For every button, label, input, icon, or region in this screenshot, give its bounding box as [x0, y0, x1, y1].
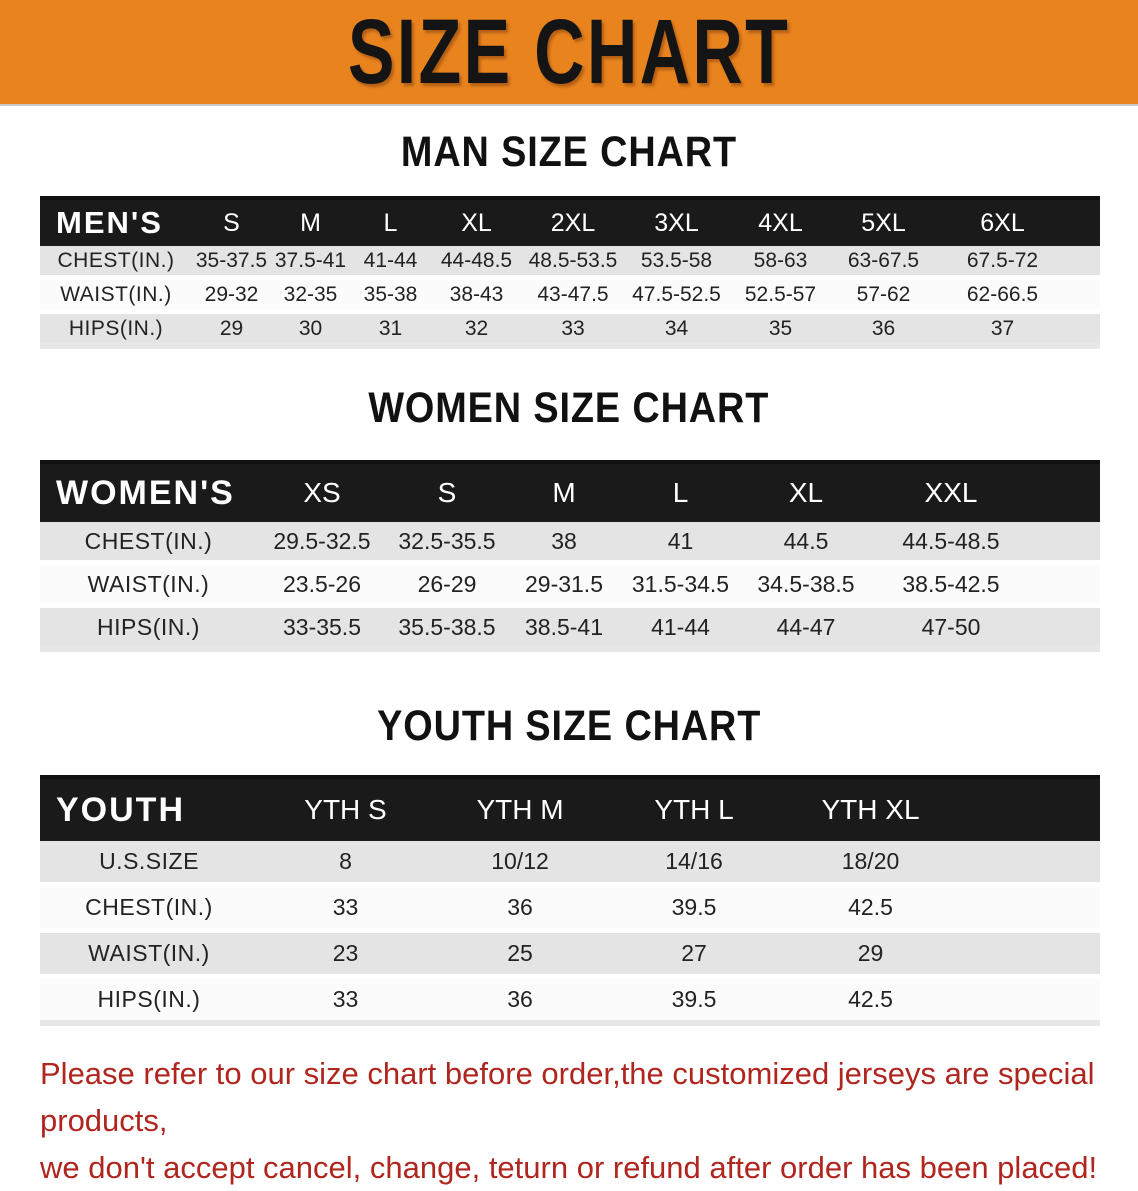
disclaimer [40, 1050, 1138, 1191]
row-label: WAIST(IN.) [40, 931, 258, 977]
men-size-header: M [271, 198, 350, 246]
size-cell: 36 [433, 885, 607, 931]
youth-waist-row [40, 931, 1100, 977]
men-size-header: 3XL [624, 198, 729, 246]
disclaimer-line-2: we don't accept cancel, change, teturn or refund after order has been placed! [40, 1150, 1098, 1185]
size-cell: 43-47.5 [522, 278, 624, 312]
row-label: CHEST(IN.) [40, 522, 257, 563]
size-cell: 32.5-35.5 [387, 522, 507, 563]
men-size-header: 2XL [522, 198, 624, 246]
women-waist-row [40, 563, 1100, 606]
men-size-header: 6XL [935, 198, 1100, 246]
size-cell: 31.5-34.5 [621, 563, 740, 606]
size-cell: 38.5-42.5 [872, 563, 1100, 606]
size-cell: 36 [832, 312, 935, 347]
women-corner-label: WOMEN'S [40, 462, 257, 522]
row-label: CHEST(IN.) [40, 246, 192, 278]
size-cell: 44-47 [740, 606, 872, 650]
size-cell: 30 [271, 312, 350, 347]
size-cell: 35-38 [350, 278, 431, 312]
size-cell: 29-32 [192, 278, 271, 312]
size-cell: 63-67.5 [832, 246, 935, 278]
youth-size-header: YTH L [607, 777, 781, 841]
youth-size-header: YTH XL [781, 777, 1100, 841]
row-label: HIPS(IN.) [40, 977, 258, 1024]
size-cell: 31 [350, 312, 431, 347]
women-chest-row [40, 522, 1100, 563]
size-cell: 29 [192, 312, 271, 347]
row-label: CHEST(IN.) [40, 885, 258, 931]
size-cell: 37.5-41 [271, 246, 350, 278]
size-cell: 37 [935, 312, 1100, 347]
women-section-heading-text: WOMEN SIZE CHART [368, 384, 770, 432]
man-section-heading [0, 128, 1138, 176]
size-cell: 41-44 [621, 606, 740, 650]
size-cell: 27 [607, 931, 781, 977]
size-cell: 33-35.5 [257, 606, 387, 650]
size-cell: 8 [258, 841, 433, 885]
size-chart-banner [0, 0, 1138, 106]
size-cell: 53.5-58 [624, 246, 729, 278]
women-size-header: XL [740, 462, 872, 522]
size-cell: 35-37.5 [192, 246, 271, 278]
women-header-row [40, 462, 1100, 522]
women-size-header: L [621, 462, 740, 522]
size-cell: 26-29 [387, 563, 507, 606]
size-cell: 34.5-38.5 [740, 563, 872, 606]
row-label: HIPS(IN.) [40, 312, 192, 347]
women-section-heading [0, 384, 1138, 432]
women-size-header: XS [257, 462, 387, 522]
men-corner-label: MEN'S [40, 198, 192, 246]
women-hips-row [40, 606, 1100, 650]
men-chest-row [40, 246, 1100, 278]
size-cell: 18/20 [781, 841, 1100, 885]
size-cell: 32-35 [271, 278, 350, 312]
men-size-header: 5XL [832, 198, 935, 246]
youth-size-table [40, 775, 1100, 1026]
youth-hips-row [40, 977, 1100, 1024]
size-cell: 14/16 [607, 841, 781, 885]
size-cell: 57-62 [832, 278, 935, 312]
size-cell: 33 [258, 885, 433, 931]
size-cell: 67.5-72 [935, 246, 1100, 278]
size-cell: 41 [621, 522, 740, 563]
size-cell: 42.5 [781, 977, 1100, 1024]
size-cell: 44.5 [740, 522, 872, 563]
size-cell: 38 [507, 522, 621, 563]
row-label: HIPS(IN.) [40, 606, 257, 650]
size-cell: 33 [258, 977, 433, 1024]
size-cell: 32 [431, 312, 522, 347]
row-label: U.S.SIZE [40, 841, 258, 885]
youth-corner-label: YOUTH [40, 777, 258, 841]
youth-ussize-row [40, 841, 1100, 885]
size-cell: 38.5-41 [507, 606, 621, 650]
men-header-row [40, 198, 1100, 246]
size-cell: 44.5-48.5 [872, 522, 1100, 563]
men-waist-row [40, 278, 1100, 312]
men-size-header: L [350, 198, 431, 246]
size-cell: 47-50 [872, 606, 1100, 650]
size-cell: 52.5-57 [729, 278, 832, 312]
youth-header-row [40, 777, 1100, 841]
size-cell: 33 [522, 312, 624, 347]
row-label: WAIST(IN.) [40, 563, 257, 606]
women-size-header: XXL [872, 462, 1100, 522]
men-size-table [40, 196, 1100, 349]
size-cell: 48.5-53.5 [522, 246, 624, 278]
men-size-header: 4XL [729, 198, 832, 246]
youth-size-header: YTH S [258, 777, 433, 841]
size-cell: 41-44 [350, 246, 431, 278]
size-cell: 44-48.5 [431, 246, 522, 278]
size-cell: 25 [433, 931, 607, 977]
size-cell: 38-43 [431, 278, 522, 312]
disclaimer-line-1: Please refer to our size chart before order,the customized jerseys are special products, [40, 1056, 1095, 1138]
men-size-header: XL [431, 198, 522, 246]
youth-size-header: YTH M [433, 777, 607, 841]
size-cell: 23 [258, 931, 433, 977]
size-cell: 29-31.5 [507, 563, 621, 606]
youth-chest-row [40, 885, 1100, 931]
size-cell: 10/12 [433, 841, 607, 885]
man-section-heading-text: MAN SIZE CHART [400, 128, 738, 176]
row-label: WAIST(IN.) [40, 278, 192, 312]
size-cell: 35.5-38.5 [387, 606, 507, 650]
size-cell: 23.5-26 [257, 563, 387, 606]
men-size-header: S [192, 198, 271, 246]
youth-section-heading-text: YOUTH SIZE CHART [376, 702, 762, 750]
size-cell: 62-66.5 [935, 278, 1100, 312]
youth-section-heading [0, 702, 1138, 750]
women-size-table [40, 460, 1100, 652]
size-cell: 58-63 [729, 246, 832, 278]
banner-title: SIZE CHART [347, 1, 791, 103]
size-cell: 36 [433, 977, 607, 1024]
size-cell: 42.5 [781, 885, 1100, 931]
women-size-header: M [507, 462, 621, 522]
size-cell: 39.5 [607, 885, 781, 931]
size-cell: 34 [624, 312, 729, 347]
size-cell: 29.5-32.5 [257, 522, 387, 563]
women-size-header: S [387, 462, 507, 522]
size-cell: 29 [781, 931, 1100, 977]
men-hips-row [40, 312, 1100, 347]
size-cell: 47.5-52.5 [624, 278, 729, 312]
size-cell: 39.5 [607, 977, 781, 1024]
size-cell: 35 [729, 312, 832, 347]
